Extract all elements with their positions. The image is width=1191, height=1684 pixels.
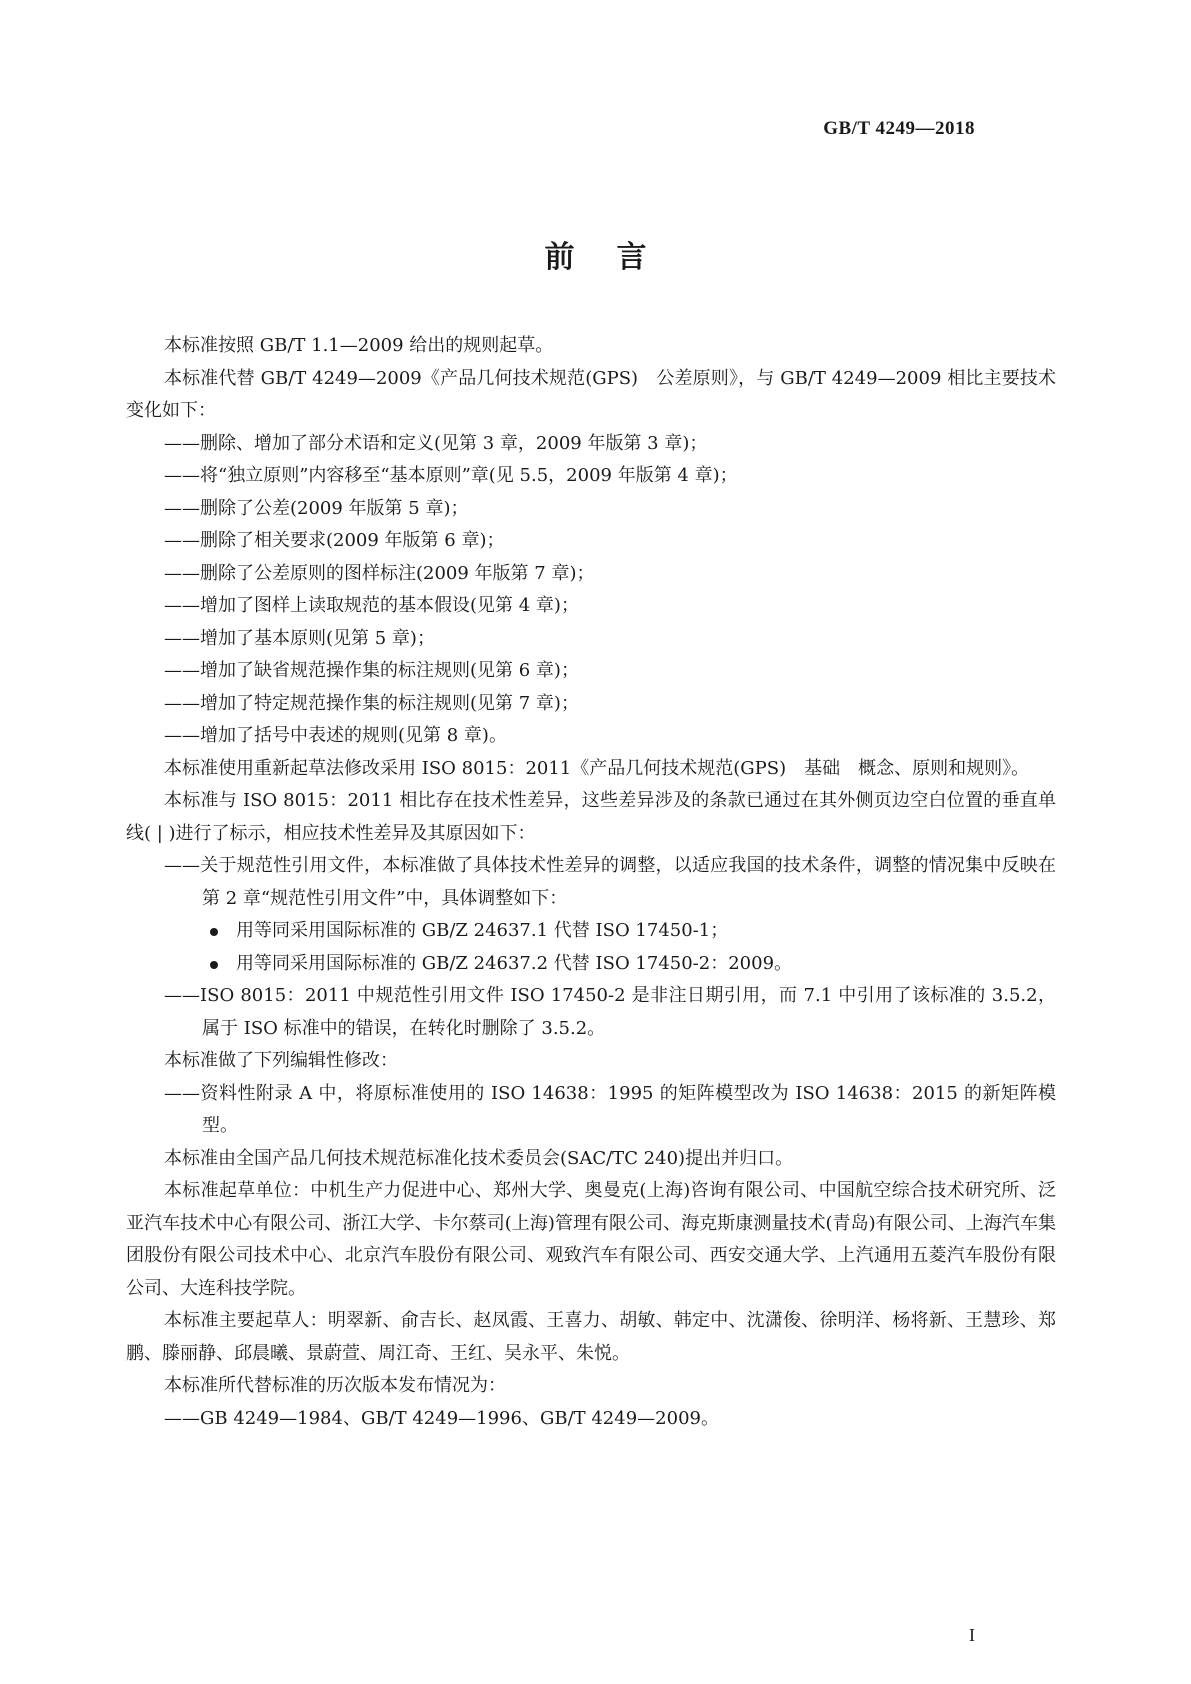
editorial-item: ——资料性附录 A 中，将原标准使用的 ISO 14638：1995 的矩阵模型改为 ISO 14638：2015 的新矩阵模型。 [164,1082,1056,1136]
change-item: ——将“独立原则”内容移至“基本原则”章(见 5.5，2009 年版第 4 章)； [164,465,738,486]
paragraph-technical-differences: 本标准与 ISO 8015：2011 相比存在技术性差异，这些差异涉及的条款已通过在其外侧页边空白位置的垂直单线( | )进行了标示，相应技术性差异及其原因如下： [126,790,1056,844]
history-item: ——GB 4249—1984、GB/T 4249—1996、GB/T 4249—2009。 [164,1407,719,1429]
bullet-text: 用等同采用国际标准的 GB/Z 24637.2 代替 ISO 17450-2：2009。 [236,952,793,974]
paragraph-committee: 本标准由全国产品几何技术规范标准化技术委员会(SAC/TC 240)提出并归口。 [164,1147,794,1169]
difference-item: ——ISO 8015：2011 中规范性引用文件 ISO 17450-2 是非注日期引用，而 7.1 中引用了该标准的 3.5.2，属于 ISO 标准中的错误，在转化时删除了 3.5.2。 [164,985,1056,1039]
page-number: I [969,1625,975,1645]
bullet-text: 用等同采用国际标准的 GB/Z 24637.1 代替 ISO 17450-1； [236,920,729,941]
change-item: ——删除了公差(2009 年版第 5 章)； [164,497,469,519]
page-title: 前言 [544,240,689,275]
foreword-body [126,330,1056,1435]
paragraph-drafting-rules: 本标准按照 GB/T 1.1—2009 给出的规则起草。 [164,335,554,356]
change-item: ——增加了括号中表述的规则(见第 8 章)。 [164,725,507,746]
change-item: ——删除了公差原则的图样标注(2009 年版第 7 章)； [164,562,595,584]
paragraph-drafters: 本标准主要起草人：明翠新、俞吉长、赵凤霞、王喜力、胡敏、韩定中、沈潇俊、徐明洋、杨将新、王慧珍、郑鹏、滕丽静、邱晨曦、景蔚萱、周江奇、王红、吴永平、朱悦。 [126,1310,1056,1364]
standard-number: GB/T 4249—2018 [823,118,975,139]
paragraph-history: 本标准所代替标准的历次版本发布情况为： [164,1375,506,1396]
change-item: ——增加了基本原则(见第 5 章)； [164,627,435,649]
paragraph-drafting-units: 本标准起草单位：中机生产力促进中心、郑州大学、奥曼克(上海)咨询有限公司、中国航空综合技术研究所、泛亚汽车技术中心有限公司、浙江大学、卡尔蔡司(上海)管理有限公司、海克斯康测量技术(青岛)有限公司、上海汽车集团股份有限公司技术中心、北京汽车股份有限公司、观致汽车有限公司、西安交通大学、上汽通用五菱汽车股份有限公司、大连科技学院。 [126,1180,1056,1299]
bullet-dot-icon [210,928,218,936]
change-item: ——增加了缺省规范操作集的标注规则(见第 6 章)； [164,660,579,681]
paragraph-editorial: 本标准做了下列编辑性修改： [164,1050,398,1071]
change-item: ——增加了图样上读取规范的基本假设(见第 4 章)； [164,595,579,616]
paragraph-adoption: 本标准使用重新起草法修改采用 ISO 8015：2011《产品几何技术规范(GPS) 基础 概念、原则和规则》。 [164,757,1030,779]
bullet-item [126,915,1056,948]
bullet-item [126,948,1056,981]
change-item: ——删除、增加了部分术语和定义(见第 3 章，2009 年版第 3 章)； [164,432,708,454]
paragraph-replaces: 本标准代替 GB/T 4249—2009《产品几何技术规范(GPS) 公差原则》，与 GB/T 4249—2009 相比主要技术变化如下： [126,367,1056,421]
bullet-dot-icon [210,961,218,969]
change-item: ——增加了特定规范操作集的标注规则(见第 7 章)； [164,692,579,714]
change-item: ——删除了相关要求(2009 年版第 6 章)； [164,530,505,551]
difference-item: ——关于规范性引用文件，本标准做了具体技术性差异的调整，以适应我国的技术条件，调整的情况集中反映在第 2 章“规范性引用文件”中，具体调整如下： [164,855,1056,909]
